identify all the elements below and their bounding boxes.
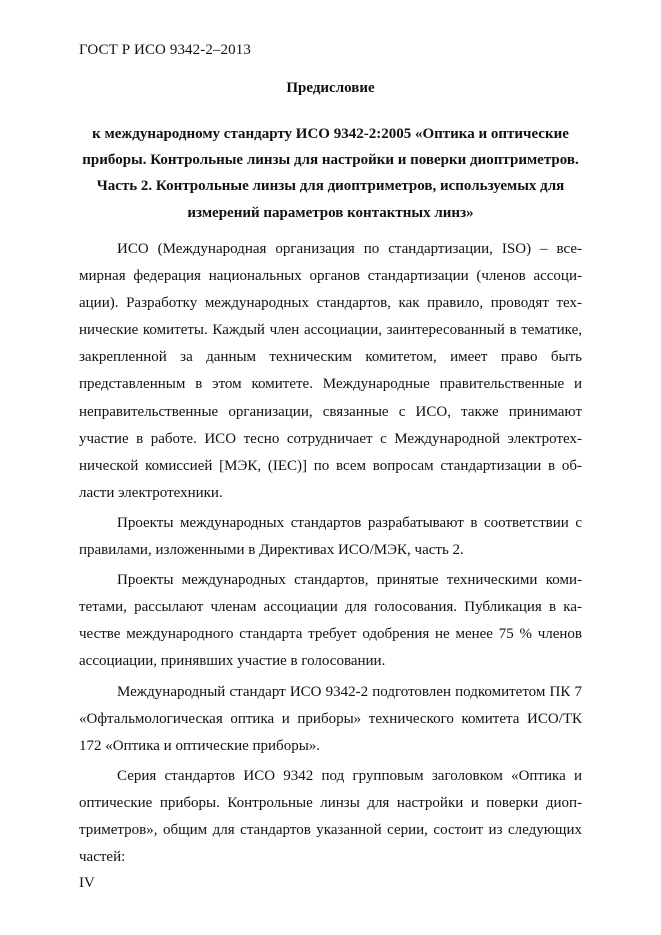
page-number: IV [79,875,95,891]
body-text [79,236,582,874]
page-title: Предисловие [286,80,375,96]
paragraph: ИСО (Международная организация по стандартизации, ISO) – всемирная федерация национальных органов стандартизации (членов ассоциации). Разработку международных стандартов, как правило, проводят технические комитеты. Каждый член ассоциации, заинтересованный в тематике, закрепленной за данным техническим комитетом, имеет право быть представленным в этом комитете. Международные правительственные и неправительственные организации, связанные с ИСО, также принимают участие в работе. ИСО тесно сотрудничает с Международной электротехнической комиссией [МЭК, (IEC)] по всем вопросам стандартизации в области электротехники. [79,241,582,501]
document-header: ГОСТ Р ИСО 9342-2–2013 [79,42,251,58]
paragraph: Проекты международных стандартов, принятые техническими комитетами, рассылают членам ассоциации для голосования. Публикация в качестве международного стандарта требует одобрения не менее 75 % членов ассоциации, принявших участие в голосовании. [79,572,582,670]
paragraph: Серия стандартов ИСО 9342 под групповым заголовком «Оптика и оптические приборы. Контрольные линзы для настройки и поверки диоптриметров», общим для стандартов указанной серии, состоит из следующих частей: [79,767,582,866]
paragraph: Проекты международных стандартов разрабатывают в соответствии с правилами, изложенными в Директивах ИСО/МЭК, часть 2. [79,514,582,559]
page-subtitle: к международному стандарту ИСО 9342-2:2005 «Оптика и оптические приборы. Контрольные линзы для настройки и поверки диоптриметров. Часть 2. Контрольные линзы для диоптриметров, используемых для измерений параметров контактных линз» [82,126,579,221]
paragraph: Международный стандарт ИСО 9342-2 подготовлен подкомитетом ПК 7 «Офтальмологическая оптика и приборы» технического комитета ИСО/ТК 172 «Оптика и оптические приборы». [79,683,582,754]
